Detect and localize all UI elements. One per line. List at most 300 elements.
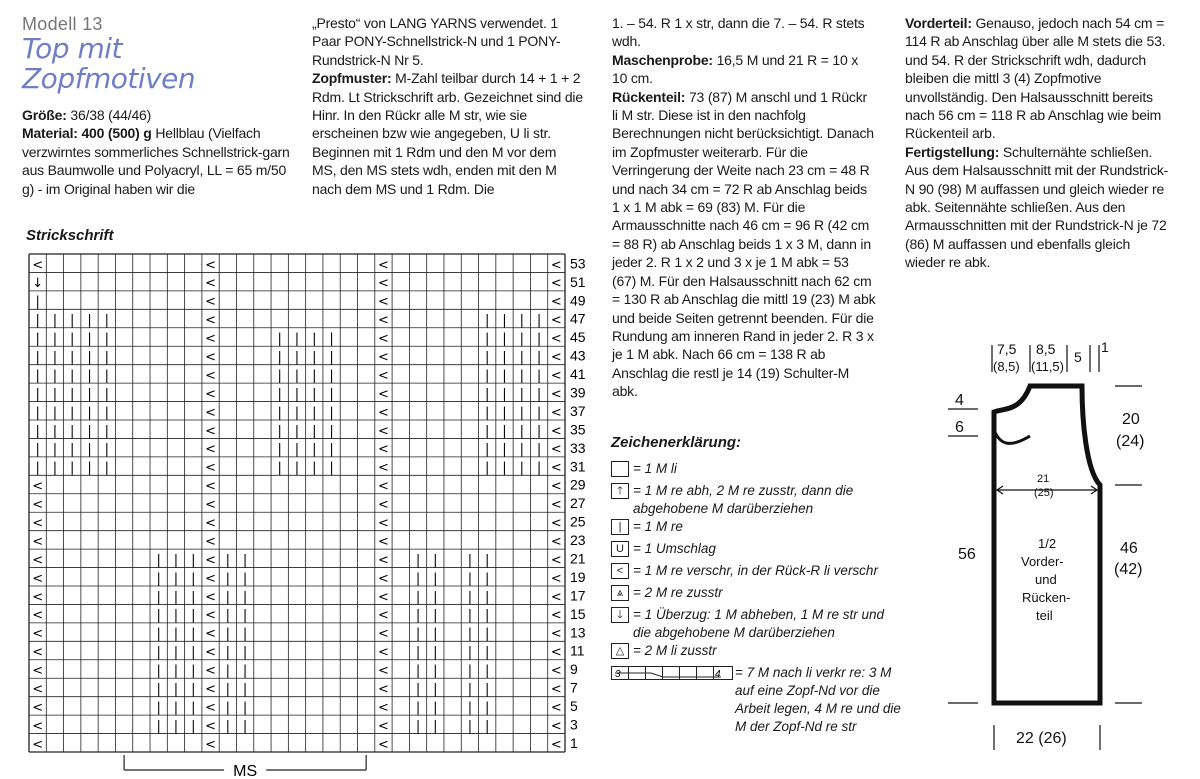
chart-symbol: | bbox=[502, 313, 507, 329]
chart-symbol: | bbox=[415, 626, 421, 642]
chart-symbol: | bbox=[484, 608, 490, 624]
material-text: Hellblau (Vielfach verzwirntes sommerliches Schnellstrick-garn aus Baumwolle und Polyacryl, LL = 65 m/50 g) - im Original haben wir die bbox=[22, 125, 290, 197]
chart-symbol: | bbox=[35, 331, 40, 347]
dim-46: 46 bbox=[1120, 540, 1138, 557]
chart-symbol: | bbox=[104, 349, 110, 365]
row-number: 37 bbox=[570, 402, 586, 419]
legend-text: = 1 M re verschr, in der Rück-R li verschr bbox=[633, 563, 878, 578]
chart-symbol: | bbox=[52, 331, 58, 347]
chart-symbol: | bbox=[225, 589, 231, 605]
less-than-icon: < bbox=[611, 563, 629, 579]
chart-symbol: | bbox=[502, 460, 507, 476]
chart-symbol: | bbox=[536, 386, 542, 402]
chart-symbol: < bbox=[32, 663, 44, 679]
down-arrow-icon: 🡓 bbox=[611, 607, 629, 623]
chart-symbol: | bbox=[329, 386, 334, 402]
chart-symbol: < bbox=[377, 257, 389, 273]
chart-symbol: < bbox=[32, 552, 44, 568]
rows-paragraph: 1. – 54. R 1 x str, dann die 7. – 54. R stets wdh. bbox=[612, 15, 865, 50]
chart-symbol: | bbox=[484, 589, 490, 605]
chart-symbol: | bbox=[329, 460, 334, 476]
cable-right-number: 4 bbox=[715, 669, 721, 680]
chart-symbol: | bbox=[70, 442, 75, 458]
chart-symbol: | bbox=[52, 386, 58, 402]
chart-symbol: | bbox=[536, 460, 542, 476]
chart-symbol: | bbox=[173, 645, 179, 661]
chart-symbol: < bbox=[32, 608, 44, 624]
chart-symbol: < bbox=[550, 589, 562, 605]
chart-symbol: < bbox=[550, 571, 562, 587]
chart-symbol: | bbox=[433, 608, 438, 624]
row-number: 29 bbox=[570, 476, 586, 493]
chart-symbol: | bbox=[173, 608, 179, 624]
chart-symbol: < bbox=[377, 294, 389, 310]
chart-symbol: < bbox=[377, 276, 389, 292]
dim-11-5-paren: (11,5) bbox=[1031, 359, 1064, 374]
chart-symbol: < bbox=[550, 460, 562, 476]
chart-symbol: | bbox=[312, 442, 317, 458]
chart-symbol: < bbox=[550, 386, 562, 402]
yarn-paragraph: „Presto“ von LANG YARNS verwendet. 1 Paar PONY-Schnellstrick-N und 1 PONY-Rundstrick-N Nr 5. bbox=[312, 15, 561, 68]
chart-symbol: | bbox=[87, 405, 92, 421]
chart-symbol: < bbox=[377, 534, 389, 550]
chart-symbol: < bbox=[377, 349, 389, 365]
chart-symbol: | bbox=[415, 663, 421, 679]
chart-symbol: | bbox=[294, 405, 300, 421]
chart-symbol: | bbox=[433, 571, 438, 587]
chart-symbol: | bbox=[173, 589, 179, 605]
chart-symbol: | bbox=[225, 626, 231, 642]
chart-symbol: | bbox=[312, 349, 317, 365]
chart-symbol: < bbox=[377, 737, 389, 753]
chart-symbol: < bbox=[550, 331, 562, 347]
chart-symbol: | bbox=[329, 349, 334, 365]
size-value: 36/38 (44/46) bbox=[66, 107, 152, 123]
chart-symbol: | bbox=[87, 423, 92, 439]
chart-symbol: < bbox=[550, 534, 562, 550]
chart-symbol: < bbox=[377, 645, 389, 661]
chart-symbol: | bbox=[242, 681, 248, 697]
chart-symbol: | bbox=[484, 681, 490, 697]
chart-symbol: | bbox=[87, 442, 92, 458]
legend-title: Zeichenerklärung: bbox=[611, 434, 742, 451]
chart-symbol: | bbox=[415, 718, 421, 734]
chart-symbol: | bbox=[467, 681, 473, 697]
neckline-front bbox=[994, 430, 1030, 443]
chart-symbol: < bbox=[377, 405, 389, 421]
chart-symbol: < bbox=[550, 257, 562, 273]
chart-symbol: | bbox=[70, 386, 75, 402]
chart-symbol: | bbox=[519, 368, 524, 384]
chart-symbol: | bbox=[225, 718, 231, 734]
chart-symbol: | bbox=[104, 313, 110, 329]
chart-symbol: | bbox=[70, 405, 75, 421]
chart-symbol: < bbox=[377, 626, 389, 642]
chart-symbol: < bbox=[205, 663, 217, 679]
dim-1: 1 bbox=[1101, 339, 1109, 355]
chart-symbol: < bbox=[205, 294, 217, 310]
chart-symbol: | bbox=[467, 700, 473, 716]
chart-symbol: < bbox=[205, 626, 217, 642]
chart-symbol: | bbox=[312, 368, 317, 384]
gauge-label: Maschenprobe: bbox=[612, 51, 713, 68]
chart-symbol: < bbox=[377, 663, 389, 679]
chart-symbol: | bbox=[433, 663, 438, 679]
chart-symbol: | bbox=[87, 368, 92, 384]
chart-symbol: < bbox=[205, 386, 217, 402]
chart-symbol: | bbox=[433, 552, 438, 568]
row-number: 17 bbox=[570, 587, 586, 604]
chart-symbol: < bbox=[550, 349, 562, 365]
cable-pattern-label: Zopfmuster: bbox=[312, 70, 392, 87]
chart-symbol: | bbox=[52, 313, 58, 329]
chart-symbol: | bbox=[104, 368, 110, 384]
row-number: 21 bbox=[570, 550, 586, 567]
chart-symbol: | bbox=[35, 294, 40, 310]
chart-symbol: | bbox=[433, 626, 438, 642]
chart-symbol: | bbox=[467, 718, 473, 734]
chart-symbol: | bbox=[329, 442, 334, 458]
chart-symbol: | bbox=[156, 700, 161, 716]
chart-symbol: | bbox=[52, 442, 58, 458]
chart-symbol: | bbox=[70, 368, 75, 384]
chart-symbol: | bbox=[519, 423, 524, 439]
chart-symbol: | bbox=[52, 423, 58, 439]
chart-symbol: | bbox=[312, 386, 317, 402]
chart-symbol: | bbox=[242, 552, 248, 568]
chart-symbol: < bbox=[32, 257, 44, 273]
chart-symbol: < bbox=[205, 349, 217, 365]
legend-text: = 1 M li bbox=[633, 461, 677, 476]
chart-symbol: | bbox=[484, 386, 490, 402]
legend-text: = 2 M li zusstr bbox=[633, 643, 717, 658]
dim-8-5: 8,5 bbox=[1036, 341, 1056, 357]
u-icon: U bbox=[611, 541, 629, 557]
chart-symbol: | bbox=[242, 589, 248, 605]
chart-symbol: | bbox=[35, 405, 40, 421]
chart-symbol: < bbox=[205, 737, 217, 753]
chart-symbol: | bbox=[519, 313, 524, 329]
chart-symbol: | bbox=[536, 349, 542, 365]
chart-symbol: | bbox=[242, 663, 248, 679]
chart-symbol: < bbox=[205, 257, 217, 273]
dim-8-5-paren: (8,5) bbox=[993, 359, 1020, 374]
gauge-text: 16,5 M und 21 R = 10 x 10 cm. bbox=[612, 51, 859, 87]
chart-symbol: < bbox=[550, 479, 562, 495]
half-label-5: teil bbox=[1036, 608, 1053, 623]
chart-symbol: < bbox=[205, 681, 217, 697]
chart-symbol: | bbox=[156, 681, 161, 697]
chart-symbol: | bbox=[225, 571, 231, 587]
chart-symbol: | bbox=[519, 331, 524, 347]
chart-symbol: < bbox=[550, 423, 562, 439]
chart-symbol: < bbox=[550, 663, 562, 679]
chart-symbol: < bbox=[377, 681, 389, 697]
chart-symbol: < bbox=[377, 571, 389, 587]
dim-5: 5 bbox=[1074, 349, 1082, 365]
row-number: 13 bbox=[570, 624, 586, 641]
chart-symbol: < bbox=[32, 645, 44, 661]
chart-symbol: | bbox=[312, 423, 317, 439]
model-number: Modell 13 bbox=[22, 14, 103, 34]
chart-symbol: | bbox=[52, 349, 58, 365]
chart-symbol: | bbox=[484, 405, 490, 421]
chart-symbol: | bbox=[225, 681, 231, 697]
chart-symbol: | bbox=[52, 460, 58, 476]
row-number: 49 bbox=[570, 292, 586, 309]
chart-symbol: | bbox=[502, 331, 507, 347]
chart-symbol: | bbox=[35, 442, 40, 458]
chart-symbol: < bbox=[205, 497, 217, 513]
chart-symbol: | bbox=[277, 368, 282, 384]
chart-symbol: | bbox=[87, 386, 92, 402]
chart-symbol: | bbox=[294, 423, 300, 439]
chart-symbol: | bbox=[415, 608, 421, 624]
finishing-label: Fertigstellung: bbox=[905, 143, 1000, 160]
chart-symbol: | bbox=[70, 313, 75, 329]
chart-symbol: < bbox=[205, 405, 217, 421]
chart-symbol: < bbox=[205, 645, 217, 661]
dim-22-26: 22 (26) bbox=[1016, 730, 1067, 747]
chart-symbol: < bbox=[377, 589, 389, 605]
chart-symbol: < bbox=[550, 737, 562, 753]
chart-symbol: | bbox=[277, 423, 282, 439]
chart-heading: Strickschrift bbox=[26, 227, 114, 244]
chart-symbol: | bbox=[173, 681, 179, 697]
dim-42: (42) bbox=[1114, 561, 1143, 578]
vertical-bar-icon: | bbox=[611, 519, 629, 535]
row-number: 19 bbox=[570, 568, 586, 585]
chart-symbol: < bbox=[205, 442, 217, 458]
chart-symbol: < bbox=[205, 460, 217, 476]
chart-symbol: | bbox=[467, 608, 473, 624]
chart-symbol: | bbox=[242, 626, 248, 642]
chart-symbol: | bbox=[467, 645, 473, 661]
chart-symbol: | bbox=[156, 608, 161, 624]
chart-symbol: < bbox=[377, 497, 389, 513]
material-label: Material: 400 (500) g bbox=[22, 125, 152, 142]
row-number: 45 bbox=[570, 329, 586, 346]
chart-symbol: | bbox=[502, 423, 507, 439]
chart-symbol: | bbox=[104, 460, 110, 476]
row-number: 7 bbox=[570, 679, 578, 696]
chart-symbol: | bbox=[242, 608, 248, 624]
chart-symbol: | bbox=[191, 700, 196, 716]
chart-symbol: < bbox=[205, 313, 217, 329]
chart-symbol: | bbox=[52, 405, 58, 421]
chart-symbol: | bbox=[484, 368, 490, 384]
chart-symbol: | bbox=[329, 423, 334, 439]
chart-symbol: | bbox=[502, 386, 507, 402]
half-label-1: 1/2 bbox=[1038, 536, 1057, 551]
chart-symbol: | bbox=[173, 700, 179, 716]
chart-symbol: | bbox=[484, 349, 490, 365]
chart-symbol: < bbox=[550, 442, 562, 458]
chart-symbol: | bbox=[519, 442, 524, 458]
chart-symbol: | bbox=[242, 645, 248, 661]
chart-symbol: < bbox=[205, 479, 217, 495]
chart-symbol: | bbox=[536, 423, 542, 439]
chart-symbol: < bbox=[205, 331, 217, 347]
chart-symbol: | bbox=[35, 460, 40, 476]
row-number: 53 bbox=[570, 255, 586, 272]
chart-symbol: | bbox=[277, 331, 282, 347]
row-number: 43 bbox=[570, 347, 586, 364]
chart-symbol: | bbox=[70, 460, 75, 476]
chart-symbol: < bbox=[550, 645, 562, 661]
row-number: 35 bbox=[570, 421, 586, 438]
chart-symbol: < bbox=[32, 479, 44, 495]
dim-24: (24) bbox=[1116, 433, 1145, 450]
chart-symbol: | bbox=[87, 349, 92, 365]
chart-symbol: | bbox=[156, 645, 161, 661]
dim-25: (25) bbox=[1034, 487, 1054, 499]
chart-symbol: | bbox=[519, 386, 524, 402]
chart-symbol: | bbox=[173, 718, 179, 734]
chart-symbol: < bbox=[550, 313, 562, 329]
chart-symbol: < bbox=[550, 626, 562, 642]
chart-symbol: | bbox=[191, 608, 196, 624]
chart-symbol: < bbox=[377, 423, 389, 439]
chart-symbol: | bbox=[87, 331, 92, 347]
ms-label: MS bbox=[233, 763, 258, 779]
chart-symbol: | bbox=[433, 718, 438, 734]
legend-text: = 1 M re bbox=[633, 519, 683, 534]
chart-symbol: < bbox=[205, 515, 217, 531]
chart-symbol: | bbox=[484, 718, 490, 734]
chart-symbol: | bbox=[104, 423, 110, 439]
chart-symbol: | bbox=[70, 423, 75, 439]
chart-symbol: | bbox=[502, 349, 507, 365]
chart-symbol: | bbox=[519, 460, 524, 476]
chart-symbol: | bbox=[225, 552, 231, 568]
chart-symbol: < bbox=[32, 497, 44, 513]
title-line-2: Zopfmotiven bbox=[22, 62, 196, 95]
half-label-2: Vorder- bbox=[1021, 554, 1064, 569]
chart-symbol: | bbox=[536, 313, 542, 329]
up-arrow-icon: 🡑 bbox=[611, 483, 629, 499]
chart-symbol: | bbox=[191, 571, 196, 587]
chart-symbol: | bbox=[35, 386, 40, 402]
dim-21: 21 bbox=[1037, 473, 1050, 485]
triangle-icon: △ bbox=[611, 643, 629, 659]
chart-symbol: | bbox=[415, 700, 421, 716]
chart-symbol: < bbox=[377, 515, 389, 531]
dim-6: 6 bbox=[955, 419, 964, 436]
front-text: Genauso, jedoch nach 54 cm = 114 R ab Anschlag über alle M stets die 53. und 54. R der Strickschrift wdh, dadurch bleiben die mittl 3 (4) Zopfmotive unvollständig. Den Halsausschnitt bereits nach 56 cm = 118 R ab Anschlag wie beim Rückenteil arb. bbox=[905, 15, 1166, 142]
chart-symbol: | bbox=[104, 386, 110, 402]
chart-symbol: | bbox=[484, 313, 490, 329]
row-number: 5 bbox=[570, 698, 578, 715]
chart-symbol: | bbox=[225, 608, 231, 624]
chart-symbol: | bbox=[484, 460, 490, 476]
chart-symbol: ↓ bbox=[32, 276, 44, 292]
chart-symbol: < bbox=[377, 700, 389, 716]
chart-symbol: | bbox=[225, 663, 231, 679]
row-number: 33 bbox=[570, 439, 586, 456]
chart-symbol: | bbox=[433, 681, 438, 697]
chart-symbol: | bbox=[433, 589, 438, 605]
chart-symbol: | bbox=[484, 645, 490, 661]
chart-symbol: | bbox=[35, 368, 40, 384]
chart-symbol: < bbox=[32, 681, 44, 697]
chart-symbol: | bbox=[191, 589, 196, 605]
legend-text: = 1 Umschlag bbox=[633, 541, 716, 556]
chart-symbol: | bbox=[484, 442, 490, 458]
chart-symbol: | bbox=[225, 700, 231, 716]
chart-symbol: | bbox=[467, 552, 473, 568]
chart-symbol: < bbox=[205, 552, 217, 568]
chart-symbol: | bbox=[277, 460, 282, 476]
chart-symbol: | bbox=[173, 663, 179, 679]
chart-symbol: < bbox=[32, 718, 44, 734]
back-label: Rückenteil: bbox=[612, 88, 686, 105]
chart-symbol: < bbox=[377, 718, 389, 734]
chart-symbol: < bbox=[550, 294, 562, 310]
chart-symbol: < bbox=[377, 608, 389, 624]
legend-text: = 7 M nach li verkr re: 3 M auf eine Zopf-Nd vor die Arbeit legen, 4 M re und die M der Zopf-Nd re str bbox=[735, 665, 901, 734]
chart-symbol: | bbox=[242, 700, 248, 716]
chart-symbol: | bbox=[35, 313, 40, 329]
chart-symbol: < bbox=[377, 460, 389, 476]
size-label: Größe: bbox=[22, 107, 67, 123]
chart-symbol: | bbox=[242, 718, 248, 734]
chart-symbol: | bbox=[191, 645, 196, 661]
chart-symbol: < bbox=[205, 608, 217, 624]
chart-symbol: | bbox=[104, 331, 110, 347]
chart-symbol: | bbox=[277, 442, 282, 458]
row-number: 15 bbox=[570, 605, 586, 622]
chart-symbol: | bbox=[35, 349, 40, 365]
chart-symbol: < bbox=[205, 718, 217, 734]
chart-symbol: | bbox=[415, 681, 421, 697]
chart-symbol: | bbox=[191, 718, 196, 734]
legend-text: = 1 M re abh, 2 M re zusstr, dann die abgehobene M darüberziehen bbox=[633, 483, 854, 516]
chart-symbol: < bbox=[32, 515, 44, 531]
chart-symbol: | bbox=[173, 571, 179, 587]
chart-symbol: | bbox=[191, 626, 196, 642]
cable-left-number: 3 bbox=[615, 669, 621, 680]
chart-symbol: | bbox=[312, 405, 317, 421]
chart-symbol: | bbox=[329, 405, 334, 421]
legend-text: = 2 M re zusstr bbox=[633, 585, 723, 600]
chart-symbol: < bbox=[377, 479, 389, 495]
chart-symbol: | bbox=[312, 331, 317, 347]
legend-text: = 1 Überzug: 1 M abheben, 1 M re str und die abgehobene M darüberziehen bbox=[633, 607, 885, 640]
chart-symbol: | bbox=[173, 552, 179, 568]
chart-symbol: | bbox=[52, 368, 58, 384]
chart-symbol: | bbox=[87, 313, 92, 329]
finishing-text: Schulternähte schließen. Aus dem Halsausschnitt mit der Rundstrick-N 90 (98) M auffassen und gleich wieder re abk. Seitennähte schließen. Aus den Armausschnitten mit der Rundstrick-N je 72 (86) M auffassen und ebenfalls gleich wieder re abk. bbox=[905, 143, 1169, 271]
chart-symbol: | bbox=[519, 405, 524, 421]
dim-4: 4 bbox=[955, 392, 964, 409]
chart-symbol: < bbox=[32, 626, 44, 642]
chart-symbol: < bbox=[377, 331, 389, 347]
chart-symbol: < bbox=[550, 515, 562, 531]
chart-symbol: | bbox=[70, 331, 75, 347]
row-number: 23 bbox=[570, 532, 586, 549]
cable-pattern-text: M-Zahl teilbar durch 14 + 1 + 2 Rdm. Lt Strickschrift arb. Gezeichnet sind die Hinr. In den Rückr alle M str, wie sie erscheinen bzw wie angegeben, U li str. Beginnen mit 1 Rdm und den M vor dem MS, den MS stets wdh, enden mit den M nach dem MS und 1 Rdm. Die bbox=[312, 70, 583, 197]
chart-symbol: | bbox=[294, 368, 300, 384]
chart-symbol: | bbox=[156, 718, 161, 734]
chart-symbol: < bbox=[550, 681, 562, 697]
back-text: 73 (87) M anschl und 1 Rückr li M str. Diese ist in den nachfolg Berechnungen nicht berücksichtigt. Danach im Zopfmuster weiterarb. Für die Verringerung der Weite nach 23 cm = 48 R und nach 34 cm = 72 R ab Anschlag beids 1 x 1 M abk = 69 (83) M. Für die Armausschnitte nach 46 cm = 96 R (42 cm = 88 R) ab Anschlag beids 1 x 3 M, dann in jeder 2. R 1 x 2 und 3 x je 1 M abk = 53 (67) M. Für den Halsausschnitt nach 62 cm = 130 R ab Anschlag die mittl 19 (23) M abk und beide Seiten getrennt beenden. Für die Rundung am inneren Rand in jeder 2. R 3 x je 1 M abk. Nach 66 cm = 138 R ab Anschlag die restl je 14 (19) Schulter-M abk. bbox=[612, 88, 876, 400]
chart-symbol: | bbox=[87, 460, 92, 476]
chart-symbol: | bbox=[536, 368, 542, 384]
chart-symbol: < bbox=[377, 368, 389, 384]
chart-symbol: | bbox=[536, 331, 542, 347]
dim-56: 56 bbox=[958, 546, 976, 563]
